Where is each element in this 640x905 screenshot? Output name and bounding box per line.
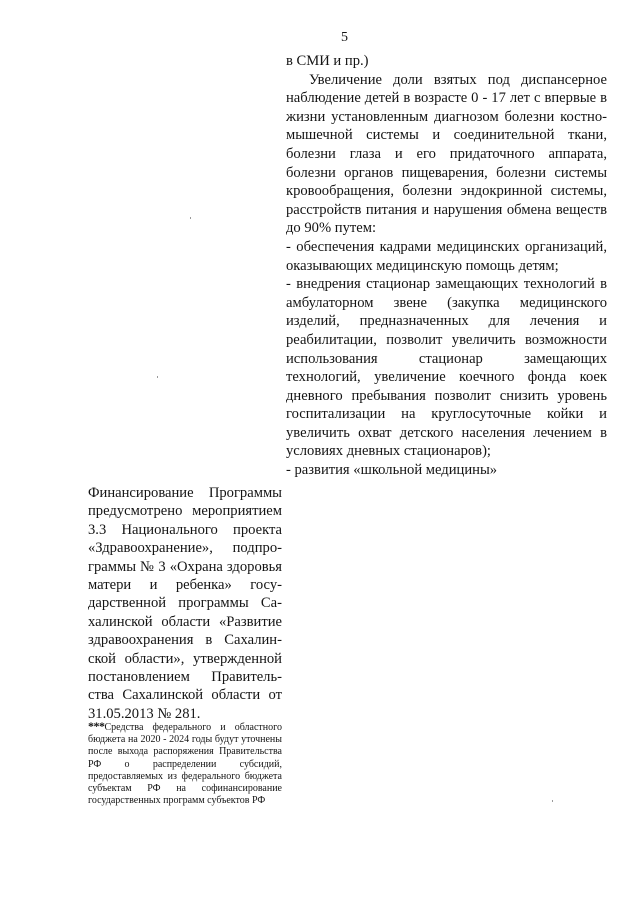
measures-text-column <box>286 52 607 480</box>
page-number: 5 <box>341 30 348 45</box>
staffing-item: - обеспечения кадрами медицинских организаций, оказывающих медицинскую помощь детям; <box>286 238 607 274</box>
footnote <box>88 720 282 807</box>
footnote-text: Средства федерального и областного бюджета на 2020 - 2024 годы будут уточнены после выхода распоряжения Правительства РФ о распределении субсидий, предоставляемых из федерального бюджета субъектам РФ на софинансирование государственных программ субъектов РФ <box>88 722 282 807</box>
financing-text-column <box>88 484 282 723</box>
scan-speck <box>157 376 158 378</box>
media-continuation-line: в СМИ и пр.) <box>286 53 369 69</box>
footnote-paragraph <box>88 720 282 807</box>
school-medicine-item: - развития «школьной медицины» <box>286 462 498 479</box>
day-hospital-technologies-item: - внедрения стационар замещающих технологий в амбулаторном звене (закупка медицинского изделий, предназначенных для лечения и реабилитации, позволит увеличить возможности использования стационар замещающих технологий, увеличение коечного фонда коек дневного пребывания позволит снизить уровень госпитализации на круглосуточные койки и увеличить охват детского населения лечением в условиях дневных стационаров); <box>286 276 607 460</box>
financing-paragraph: Финансирование Программы предусмотрено мероприятием 3.3 Национального проекта «Здравоохранение», подпрограммы № 3 «Охрана здоровья матери и ребенка» государственной программы Сахалинской области «Развитие здравоохранения в Сахалинской области», утвержденной постановлением Правительства Сахалинской области от 31.05.2013 № 281. <box>88 485 282 722</box>
dispensary-observation-paragraph: Увеличение доли взятых под диспансерное наблюдение детей в возрасте 0 - 17 лет с впервые в жизни установленным диагнозом болезни костно-мышечной системы и соединительной ткани, болезни глаза и его придаточного аппарата, болезни органов пищеварения, болезни системы кровообращения, болезни эндокринной системы, расстройств питания и нарушения обмена веществ до 90% путем: <box>286 71 607 237</box>
scan-speck <box>552 800 553 802</box>
footnote-mark: *** <box>88 719 105 733</box>
scan-speck <box>190 217 191 219</box>
